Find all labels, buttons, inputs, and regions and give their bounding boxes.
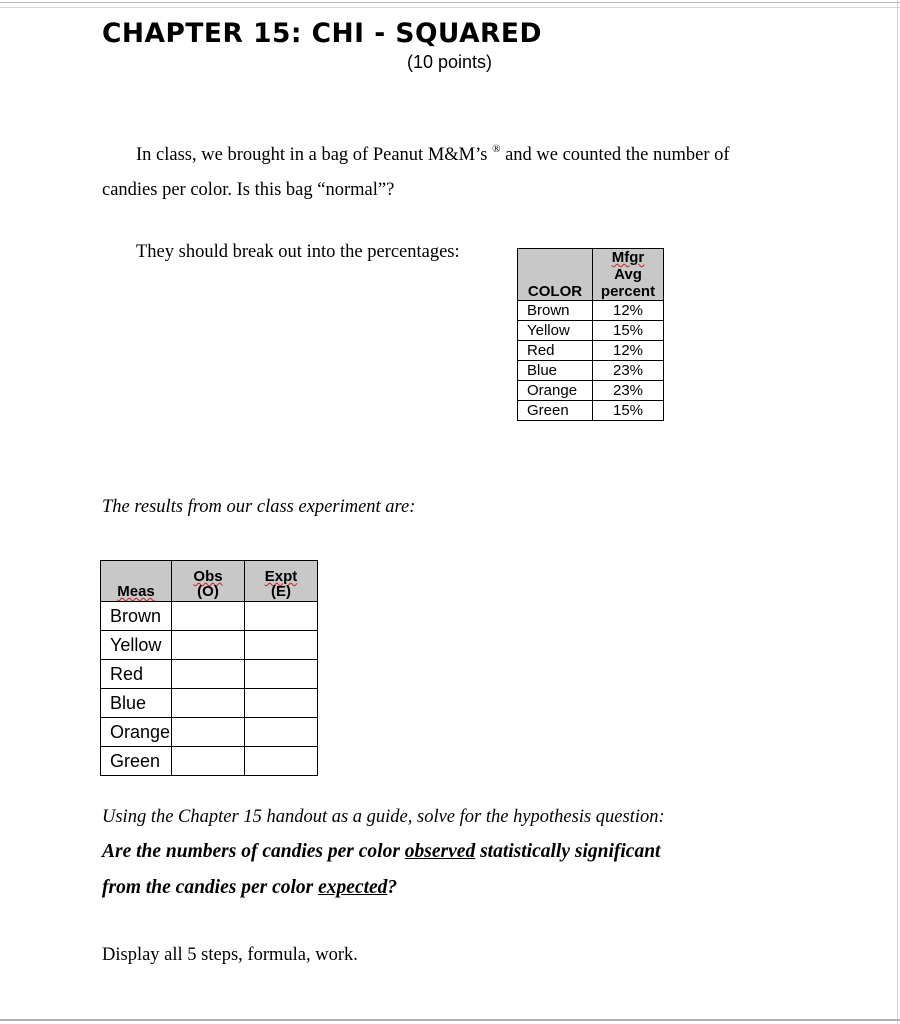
manufacturer-table [517,248,664,421]
class-header-row [101,561,318,602]
observed-cell[interactable] [172,631,245,660]
chapter-title: CHAPTER 15: CHI - SQUARED [102,18,542,49]
mfgr-header-row [518,249,664,301]
mfgr-percent-cell: 12% [593,341,664,361]
mfgr-percent-cell: 12% [593,301,664,321]
mfgr-percent-cell: 23% [593,361,664,381]
top-border-inner [0,7,900,8]
mfgr-row [518,341,664,361]
right-border [897,0,898,1024]
mfgr-color-cell: Orange [518,381,593,401]
class-color-cell: Yellow [101,631,172,660]
class-header-expt-line1: Expt [264,568,298,585]
mfgr-percent-cell: 15% [593,321,664,341]
mfgr-percent-cell: 15% [593,401,664,421]
question-line-1 [102,841,660,863]
observed-cell[interactable] [172,660,245,689]
class-color-cell: Blue [101,689,172,718]
mfgr-header-line3: percent [600,283,656,300]
class-row [101,747,318,776]
intro-text-a: In class, we brought in a bag of Peanut M&M’s [136,145,493,165]
class-color-cell: Brown [101,602,172,631]
question-text-a: Are the numbers of candies per color [102,841,405,862]
question-text-b: statistically significant [475,841,661,862]
points-label: (10 points) [407,52,493,72]
class-color-cell: Red [101,660,172,689]
expected-cell[interactable] [245,602,318,631]
class-header-obs [172,561,245,602]
top-border [0,2,900,3]
results-text: The results from our class experiment are: [102,497,416,517]
observed-cell[interactable] [172,747,245,776]
mfgr-row [518,401,664,421]
class-row [101,718,318,747]
expected-emphasis: expected [318,877,388,898]
observed-cell[interactable] [172,602,245,631]
mfgr-row [518,361,664,381]
class-row [101,602,318,631]
mfgr-color-cell: Red [518,341,593,361]
mfgr-color-cell: Green [518,401,593,421]
mfgr-row [518,321,664,341]
expected-cell[interactable] [245,631,318,660]
expected-cell[interactable] [245,660,318,689]
expected-cell[interactable] [245,718,318,747]
mfgr-header-line1: Mfgr [611,249,645,266]
expected-cell[interactable] [245,747,318,776]
intro-text-b: and we counted the number of [500,145,730,165]
observed-cell[interactable] [172,689,245,718]
mfgr-header-line2: Avg [614,266,642,283]
guide-text: Using the Chapter 15 handout as a guide, solve for the hypothesis question: [102,807,665,827]
mfgr-color-cell: Brown [518,301,593,321]
intro-line-1 [136,145,730,166]
class-header-obs-line2: (O) [197,583,219,600]
class-header-meas-label: Meas [117,583,155,600]
class-color-cell: Orange [101,718,172,747]
class-header-meas [101,561,172,602]
class-header-obs-line1: Obs [193,568,223,585]
mfgr-row [518,381,664,401]
question-text-c: from the candies per color [102,877,319,898]
class-row [101,660,318,689]
class-header-expt-line2: (E) [271,583,291,600]
class-color-cell: Green [101,747,172,776]
percentages-text: They should break out into the percentages: [136,242,460,262]
instructions-text: Display all 5 steps, formula, work. [102,945,358,965]
observed-cell[interactable] [172,718,245,747]
mfgr-header-percent [593,249,664,301]
question-line-2 [102,877,397,899]
registered-mark: ® [492,143,501,155]
class-results-table [100,560,318,776]
mfgr-percent-cell: 23% [593,381,664,401]
mfgr-row [518,301,664,321]
expected-cell[interactable] [245,689,318,718]
class-header-expt [245,561,318,602]
mfgr-color-cell: Yellow [518,321,593,341]
mfgr-color-cell: Blue [518,361,593,381]
class-row [101,689,318,718]
class-row [101,631,318,660]
intro-line-2: candies per color. Is this bag “normal”? [102,180,395,200]
question-text-d: ? [387,877,398,898]
mfgr-header-color: COLOR [518,249,593,301]
observed-emphasis: observed [404,841,476,862]
bottom-border [0,1019,900,1021]
